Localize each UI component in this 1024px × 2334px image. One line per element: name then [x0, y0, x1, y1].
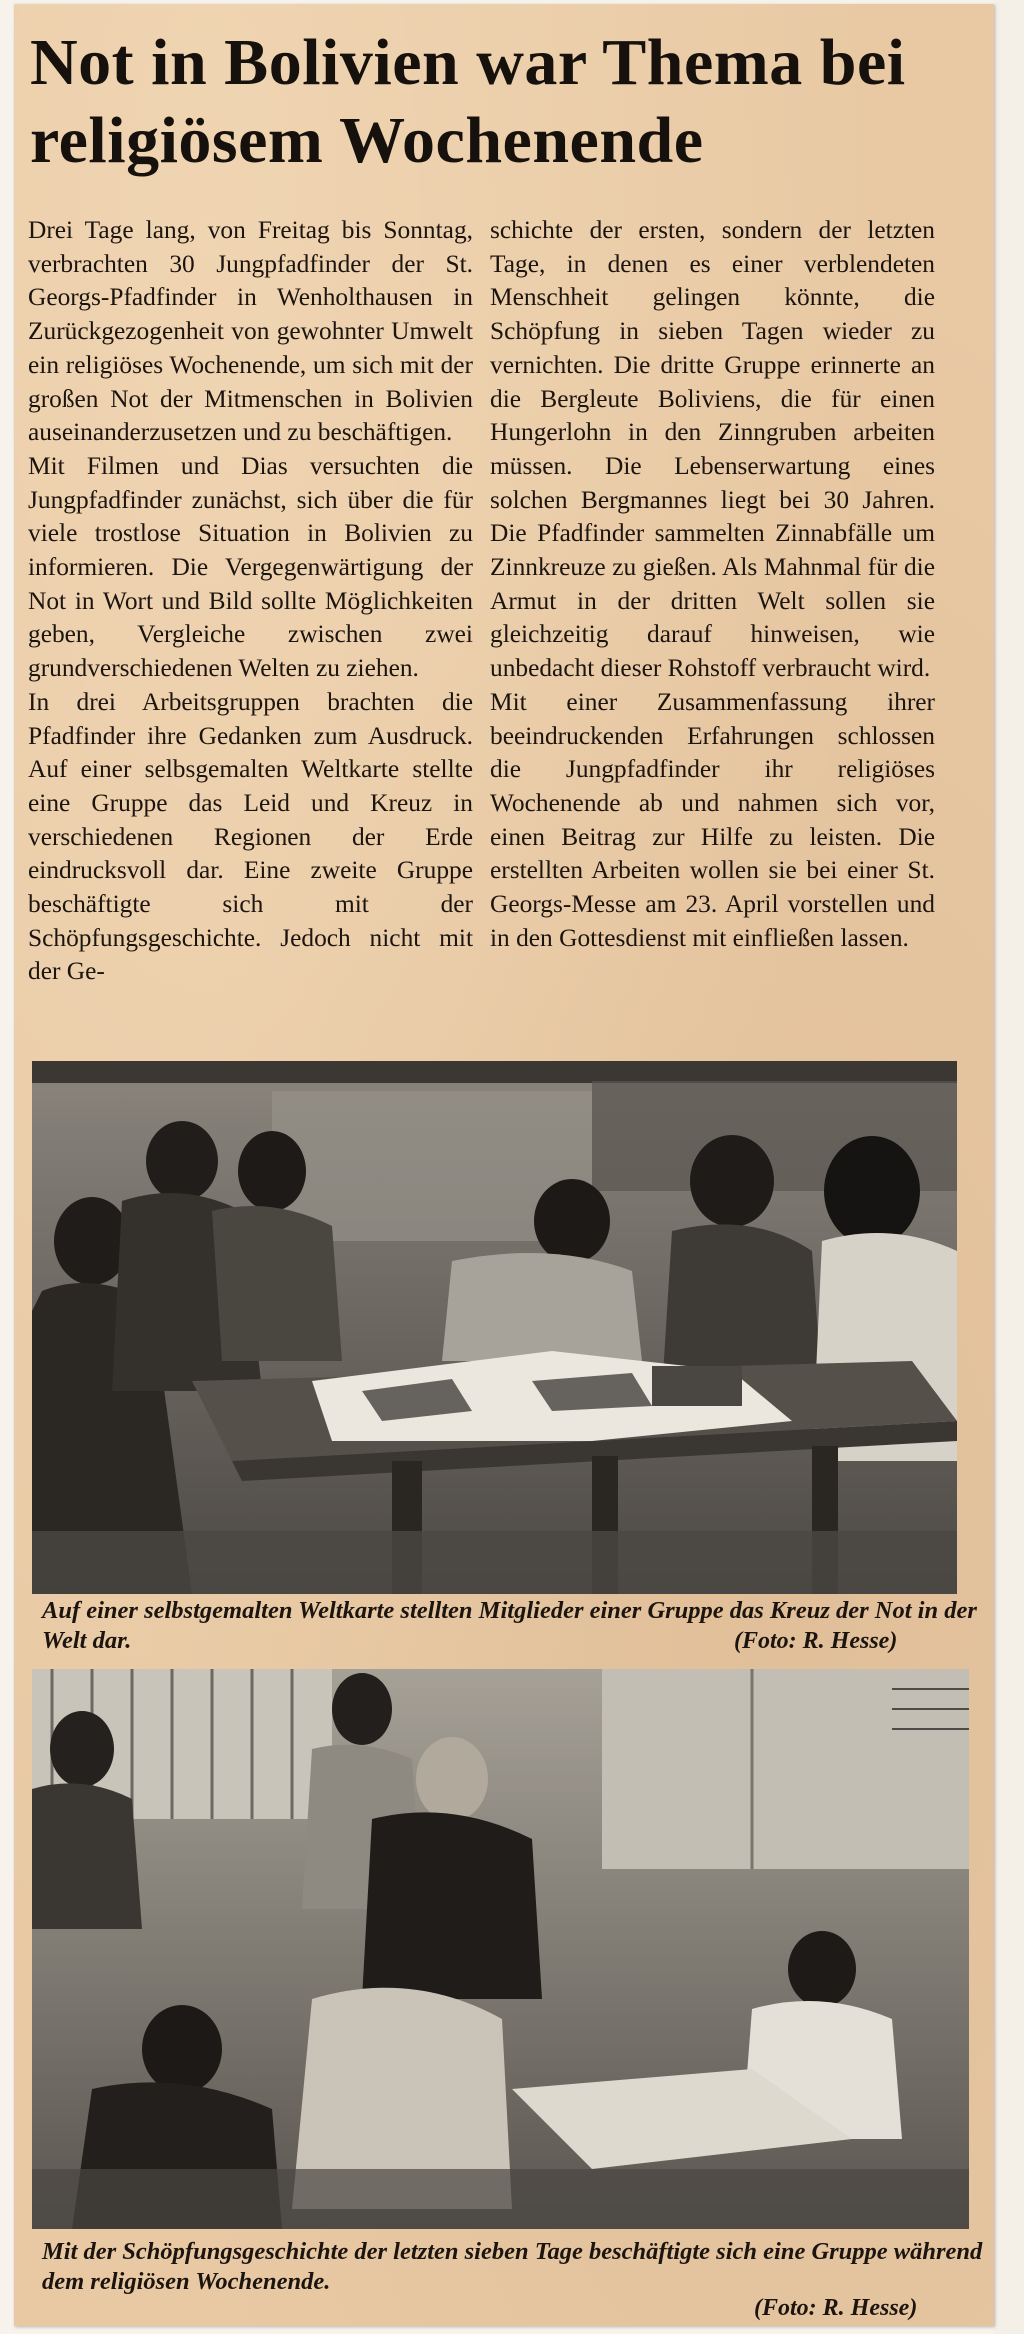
paragraph: Drei Tage lang, von Freitag bis Sonntag, verbrachten 30 Jungpfadfinder der St. Georgs-Pfadfinder in Wenholthausen in Zurückgezogenheit von gewohnter Umwelt ein religiöses Wochenende, um sich mit der großen Not der Mitmenschen in Bolivien auseinanderzusetzen und zu beschäftigen.	[28, 216, 473, 447]
page-margin	[994, 0, 1024, 2334]
photo-image	[32, 1669, 969, 2229]
photo-caption: Mit der Schöpfungsgeschichte der letzten sieben Tage beschäftigte sich eine Gruppe während dem religiösen Wochenende.	[42, 2238, 983, 2295]
article-headline: Not in Bolivien war Thema bei religiösem Wochenende	[30, 26, 906, 177]
photo-credit: (Foto: R. Hesse)	[754, 2295, 918, 2321]
paragraph: Mit Filmen und Dias versuchten die Jungpfadfinder zunächst, sich über die für viele trostlose Situation in Bolivien zu informieren. Die Vergegenwärtigung der Not in Wort und Bild sollte Möglichkeiten geben, Vergleiche zwischen zwei grundverschiedenen Welten zu ziehen.	[28, 451, 473, 683]
photo-creation-story-group	[32, 1669, 969, 2229]
article-column-left	[28, 214, 473, 989]
newspaper-clipping	[14, 4, 994, 2326]
paragraph: Mit einer Zusammenfassung ihrer beeindruckenden Erfahrungen schlossen die Jungpfadfinder ihr religiöses Wochenende ab und nahmen sich vor, einen Beitrag zur Hilfe zu leisten. Die erstellten Arbeiten wollen sie bei einer St. Georgs-Messe am 23. April vorstellen und in den Gottesdienst mit einfließen lassen.	[490, 687, 935, 952]
paragraph: schichte der ersten, sondern der letzten Tage, in denen es einer verblendeten Menschheit gelingen könnte, die Schöpfung in sieben Tagen wieder zu vernichten. Die dritte Gruppe erinnerte an die Bergleute Boliviens, die für einen Hungerlohn in den Zinngruben arbeiten müssen. Die Lebenserwartung eines solchen Bergmannes liegt bei 30 Jahren. Die Pfadfinder sammelten Zinnabfälle um Zinnkreuze zu gießen. Als Mahnmal für die Armut in der dritten Welt sollen sie gleichzeitig darauf hinweisen, wie unbedacht dieser Rohstoff verbraucht wird.	[490, 216, 935, 683]
photo-world-map-group	[32, 1061, 957, 1594]
article-column-right	[490, 214, 935, 955]
photo-caption: Auf einer selbstgemalten Weltkarte stellten Mitglieder einer Gruppe das Kreuz der Not in der Welt dar.	[42, 1597, 977, 1654]
paragraph: In drei Arbeitsgruppen brachten die Pfadfinder ihre Gedanken zum Ausdruck. Auf einer selbsgemalten Weltkarte stellte eine Gruppe das Leid und Kreuz in verschiedenen Regionen der Erde eindrucksvoll dar. Eine zweite Gruppe beschäftigte sich mit der Schöpfungsgeschichte. Jedoch nicht mit der Ge-	[28, 687, 473, 986]
photo-image	[32, 1061, 957, 1594]
photo-credit: (Foto: R. Hesse)	[734, 1628, 898, 1654]
